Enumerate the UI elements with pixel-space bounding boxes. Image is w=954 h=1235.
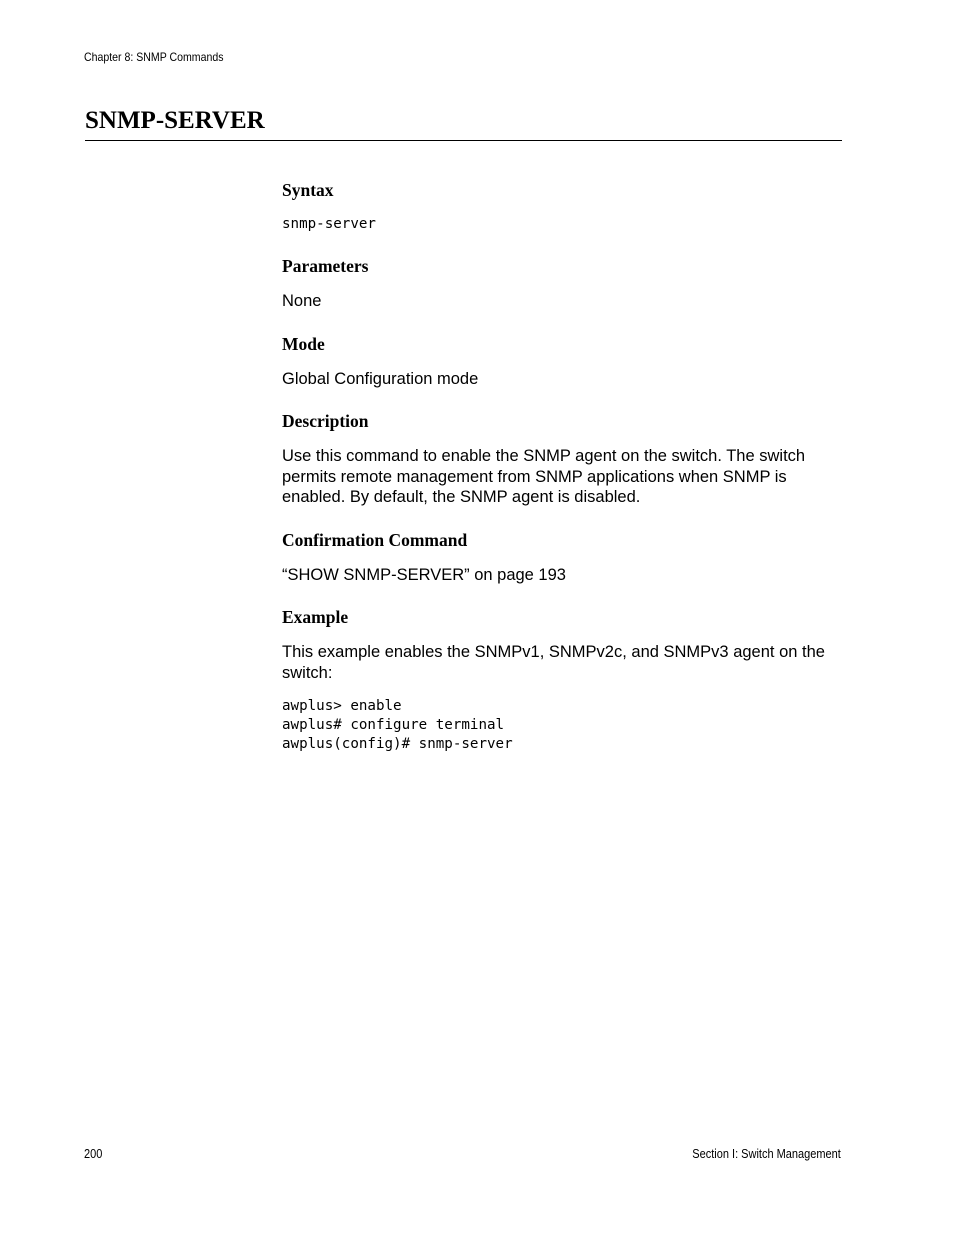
page-title: SNMP-SERVER xyxy=(85,107,265,134)
running-header-chapter: Chapter 8: SNMP Commands xyxy=(84,50,224,64)
confirmation-command-link[interactable]: “SHOW SNMP-SERVER” on page 193 xyxy=(282,565,566,584)
command-reference-body xyxy=(282,178,844,754)
example-text: This example enables the SNMPv1, SNMPv2c, and SNMPv3 agent on the switch: xyxy=(282,643,825,682)
example-code-line: awplus# configure terminal xyxy=(282,717,505,733)
footer-section-title: Section I: Switch Management xyxy=(692,1147,841,1161)
mode-heading: Mode xyxy=(282,333,325,354)
example-code-block xyxy=(282,697,844,754)
syntax-heading: Syntax xyxy=(282,180,334,200)
parameters-heading: Parameters xyxy=(282,256,369,276)
example-code-line: awplus> enable xyxy=(282,698,402,714)
description-heading: Description xyxy=(282,411,369,431)
syntax-code: snmp-server xyxy=(282,216,376,232)
footer-page-number: 200 xyxy=(84,1147,103,1161)
example-heading: Example xyxy=(282,607,349,627)
example-code-line: awplus(config)# snmp-server xyxy=(282,736,513,752)
confirmation-command-heading: Confirmation Command xyxy=(282,529,468,550)
parameters-text: None xyxy=(282,292,322,310)
mode-text: Global Configuration mode xyxy=(282,369,479,388)
description-text: Use this command to enable the SNMP agent on the switch. The switch permits remote management from SNMP applications when SNMP is enabled. By default, the SNMP agent is disabled. xyxy=(282,447,806,506)
title-divider xyxy=(85,140,842,141)
